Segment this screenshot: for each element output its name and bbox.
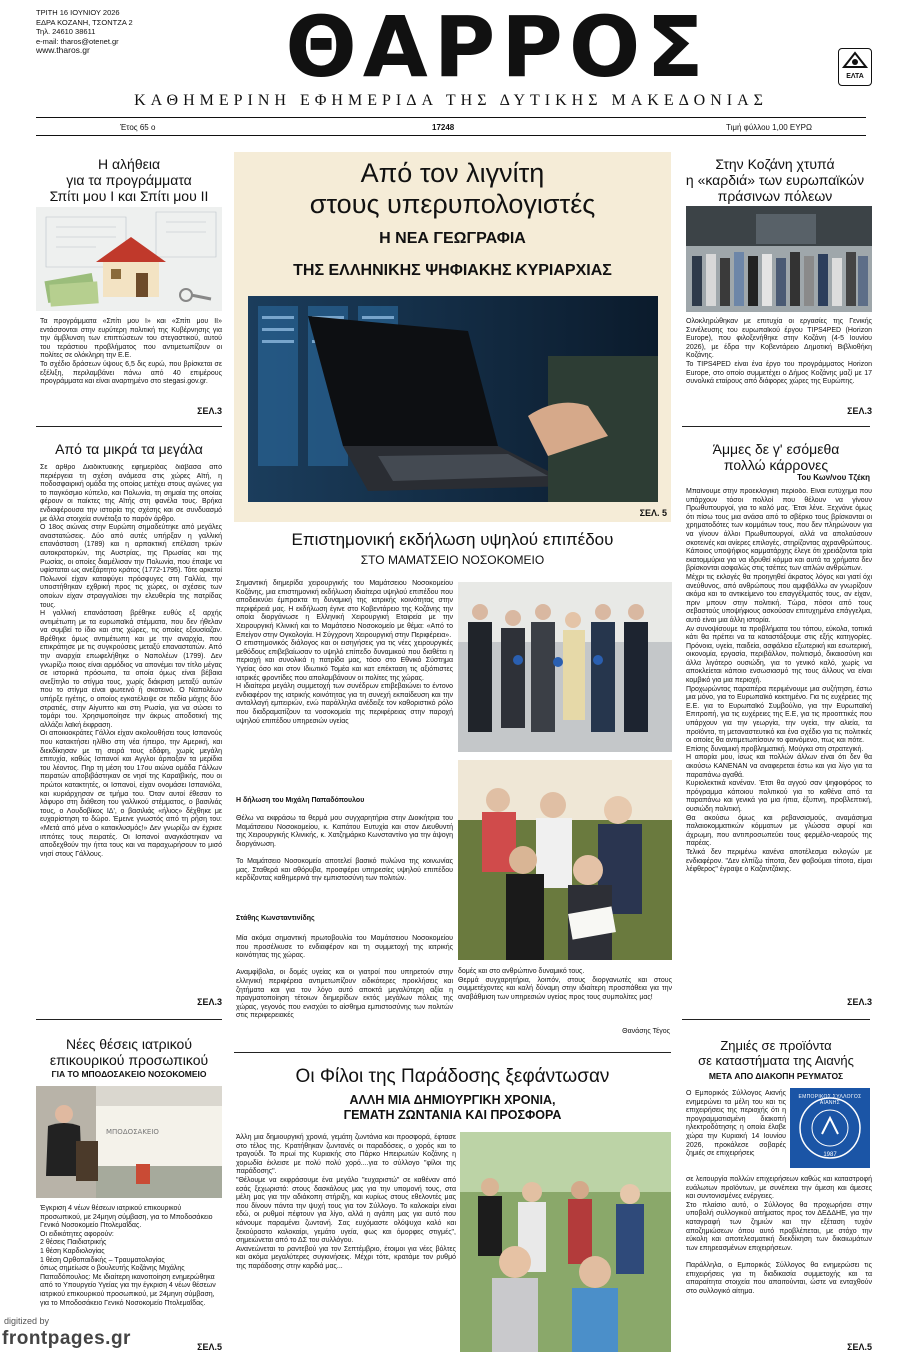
left3-body: Έγκριση 4 νέων θέσεων ιατρικού επικουρικού προσωπικού, με 24μηνη σύμβαση, για το Μποδοσάκειο Γενικό Νοσοκομείο Πτολεμαΐδας. Οι ειδικότητες αφορούν: 2 θέσεις Παιδιατρικής 1 θέση Καρδιολογίας 1 θέση Ορθοπαιδικής – Τραυματολογίας όπως σημείωσε ο βουλευτής Κοζάνης Μιχάλης Παπαδόπουλος: Με ιδιαίτερη ικανοποίηση ενημερώθηκα από το Υπουργείο Υγείας για την έγκριση 4 νέων θέσεων ιατρικού επικουρικού προσωπικού, με 24μηνη σύμβαση, για το Μποδοσάκειο Γενικό Νοσοκομείο Πτολεμαΐδας.	[40, 1205, 216, 1307]
year-label: Έτος 65 ο	[120, 123, 156, 132]
lead-title-line: Από τον λιγνίτη	[360, 158, 545, 188]
right1-separator	[682, 426, 870, 427]
center3-subtitle-line: ΑΛΛΗ ΜΙΑ ΔΗΜΙΟΥΡΓΙΚΗ ΧΡΟΝΙΑ,	[349, 1093, 556, 1107]
header-rule	[36, 117, 866, 118]
lead-subtitle-1: Η ΝΕΑ ΓΕΩΓΡΑΦΙΑ	[379, 230, 526, 247]
folk-dancers-photo	[460, 1132, 671, 1352]
email[interactable]: e-mail: tharos@otenet.gr	[36, 36, 119, 46]
left2-separator	[36, 1019, 222, 1020]
center3-subtitle	[234, 1093, 671, 1123]
merchants-association-logo	[790, 1088, 870, 1168]
center3-subtitle-line: ΓΕΜΑΤΗ ΖΩΝΤΑΝΙΑ ΚΑΙ ΠΡΟΣΦΟΡΑ	[343, 1108, 562, 1122]
right2-body: Μπαίνουμε στην προεκλογική περίοδο. Είναι ευτύχημα που υπάρχουν τόσοι πολλοί που θέλουν να γίνουν Πρωθυπουργοί, για το καλό μας. Έτσι λένε. Ξεχνάνε όμως ότι πίσω τους μια ανάσα από το σβέρκο τους βρίσκονται οι χρηματοδότες των κομμάτων τους, που δεν πληρώνουν για να γίνουν άλλοι Πρωθυπουργοί, αλλά να απολαύσουν σκοτεινές και ανίερες επιλογές, στηρίζοντας αχρανθρώπους. Κάποιος υποψήφιος καμματάρχης έλεγε ότι χρειάζονται τρία εκατομμύρια για να ιδρυθεί κόμμα και αυτά τα χρήματα δεν βρίσκονται ασφαλώς στις τσέπες των απλών ανθρώπων. Μέχρι τις εκλογές θα προηγηθεί άκρατος λόγος και γιατί όχι ανεύθυνος, από ανθρώπους που αμφιβάλλω αν γνωρίζουν ακόμα και το αντικείμενο του επαγγέλματός τους, αν είχαν, πριν μπουν στην πολιτική. Τώρα, πόσοι από τους σεβαστούς υποψήφιους ασκούσαν επιτυχημένα επάγγελμα, αυτό είναι μια άλλη ιστορία. Αν συνοψίσουμε τα προβλήματα του τόπου, εύκολα, τοπικά κάτι θα πρέπει να τα καταστάξουμε στις εξής κατηγορίες. Πρόνοια, υγεία, παιδεία, ασφάλεια εξωτερική και εσωτερική, οικονομία, εργασία, περιβάλλον, πολιτισμό, δικαιοσύνη και άλλα λιγότερο ουσιώδη, για το γενικό καλό, χωρίς να αποκλείεται κάποιο ενσωσιασμό της τους άλλους να είναι κομβικό για μια περιοχή. Προχωρώντας παραπέρα περιμένουμε μια συζήτηση, έστω μια μόνο, για το Ευρωπαϊκό κεκτημένο. Για τις ευχέρειες της Ε.Ε. για το Ευρωπαϊκό Συμβούλιο, για την Ευρωπαϊκή Επιτροπή, για τις ευχέρειες της Ε.Ε, για τις προοπτικές που υπάρχουν για την γεωργία, την υγεία, την αλιεία, τα προϊόντα, τη μεταναστευτικό και ένα σχέδιο για τις πολιτικές οι οποίες θα αντιμετωπίσουν το φαινόμενο, πως και πότε. Επίσης δυναμική προβληματική. Μούγκα στη στρατεγική. Η απορία μου, ίσως και πολλών άλλων είναι ότι δεν θα ακούσω ΚΑΝΕΝΑΝ να αναφερεται έστω και για λίγο για τα παραπάνω αγαθά. Κυριολεκτικά κανέναν. Έτσι θα αγγού σαν ψηφοφόρος το πρόγραμμα κάποιου πολιτικού για το καθένα από τα παραπάνω και γενικά για μια ήπια, έξυπνη, προβλεπτική, ουσιώδη πολιτική. Θα ακούσω όμως και ρεβανσισμούς, αναμάσημα παλαιοκομματικών κόμματων με γλώσσα σφυρί και άχρωμη, που αντιπροσωπεύει τους φερμέλο-νεαρούς της παρέας. Τελικά δεν περιμένω κανένα αποτέλεσμα εκλογών με ενδιαφέρον. "Δεν ελπίζω τίποτα, δεν φοβούμαι τίποτα, είμαι λέφθερος" έγραψε ο Καζαντζάκης.	[686, 488, 872, 874]
lead-page-ref[interactable]: ΣΕΛ. 5	[639, 508, 667, 518]
left3-title[interactable]	[36, 1036, 222, 1068]
right3-title-line: σε καταστήματα της Αιανής	[698, 1053, 854, 1068]
right2-author: Του Κων/νου Τζέκη	[797, 473, 870, 482]
right2-title-line: Άμμες δε γ' εσόμεθα	[712, 441, 840, 457]
left1-title[interactable]	[36, 156, 222, 204]
center2-author: Θανάσης Τέγος	[622, 1028, 670, 1035]
issue-number: 17248	[432, 123, 455, 132]
laptop-photo	[248, 296, 658, 502]
center2-separator	[234, 1052, 671, 1053]
hospital-speaker-photo	[36, 1086, 222, 1198]
newspaper-logo: ΘΑΡΡΟΣ	[285, 0, 710, 96]
right2-title[interactable]	[682, 441, 870, 473]
left1-body: Τα προγράμματα «Σπίτι μου Ι» και «Σπίτι μου ΙΙ» εντάσσονται στην ευρύτερη πολιτική της Κυβέρνησης για την άμβλυνση των επιπτώσεων του στεγαστικού, αυτού του τεράστιου προβλήματος που αντιμετωπίζουν οι πολίτες σε ολόκληρη την Ε.Ε. Το σχέδιο δράσεων ύψους 6,5 δις ευρώ, που βρίσκεται σε εξέλιξη, περιλαμβάνει πάνω από 40 επιμέρους προγράμματα και είναι αναρτημένο στο stegasi.gov.gr.	[40, 318, 222, 386]
lead-title-line: στους υπερυπολογιστές	[309, 189, 596, 219]
doctors-group-photo	[458, 582, 672, 752]
center2-subtitle: ΣΤΟ ΜΑΜΑΤΣΕΙΟ ΝΟΣΟΚΟΜΕΙΟ	[360, 553, 545, 567]
right2-separator	[682, 1019, 870, 1020]
right3-body-2: σε λειτουργία πολλών επιχειρήσεων καθώς και καταστροφή ευάλωτων προϊόντων, με συνέπεια την άμεση και άμεσες και συντονισμένες ενέργειες. Στο πλαίσιο αυτό, ο Σύλλογος θα προχωρήσει στην υποβολή συλλογικού αιτήματος προς τον ΔΕΔΔΗΕ, για την καταγραφή των ζημιών και την εξέταση τυχόν αποζημιώσεων όπου αυτό προβλέπεται, με στόχο την εύκολη και αποτελεσματική διεκδίκηση των δικαιωμάτων των επηρεασμένων επιχειρήσεων. Παράλληλα, ο Εμπορικός Σύλλογος θα ενημερώσει τις επιχειρήσεις για τη διαδικασία συμμετοχής και τα απαραίτητα στοιχεία που απαιτούνται, ώστε να ενταχθούν στο συλλογικό αίτημα.	[686, 1176, 872, 1295]
left2-page-ref[interactable]: ΣΕΛ.3	[197, 997, 222, 1007]
left1-title-line: για τα προγράμματα	[66, 172, 192, 188]
center2-heading-2: Η δήλωση του Μιχάλη Παπαδόπουλου	[236, 797, 365, 804]
left3-page-ref[interactable]: ΣΕΛ.5	[197, 1342, 222, 1352]
lead-subtitle-2: ΤΗΣ ΕΛΛΗΝΙΚΗΣ ΨΗΦΙΑΚΗΣ ΚΥΡΙΑΡΧΙΑΣ	[293, 262, 612, 279]
center3-title[interactable]: Οι Φίλοι της Παράδοσης ξεφάντωσαν	[295, 1066, 610, 1087]
seal-text: ΕΜΠΟΡΙΚΟΣ ΣΥΛΛΟΓΟΣ ΑΙΑΝΗΣ	[798, 1094, 862, 1106]
right2-page-ref[interactable]: ΣΕΛ.3	[847, 997, 872, 1007]
conference-audience-photo	[458, 760, 672, 960]
house-model-photo	[36, 207, 222, 311]
left2-body: Σε άρθρο Διαδικτυακής εφημερίδας διάβασα από περιέργεια τη σχέση ανάμεσα στις χώρες Αϊτή, η ποδοσφαιρική ομάδα της οποίας μετέχει στους αγώνες για το παγκόσμιο κύπελο, και Πολωνία, τη σημαία της οποίας φέρουν οι παίκτες της Αϊτής στη φανέλα τους. Βρήκα ενδιαφέρουσα την ιστορία της σχέσης και σε συνδυασμό με άλλα στοιχεία συνέταξα το παρόν άρθρο. Ο 18ος αιώνας στην Ευρώπη σημαδεύτηκε από μεγάλες αναστατώσεις. Δύο από αυτές υπήρξαν η γαλλική επανάσταση (1789) και η αρπακτική επέλαση τριών αυτοκρατοριών, της Αυστρίας, της Πρωσίας και της Ρωσίας, οι οποίες διαμέλισαν την Πολωνία, που έπαψε να υφίσταται ως ανεξάρτητο κράτος (1772-1795). Τότε αρκετοί Πολωνοί είχαν καταφύγει πρόσφυγες στη Γαλλία, την υποστήθηκαν εχθρική προς τις χώρες, οι σχέσεις των οποίων είχαν στραγγαλίσει την ελευθερία της πατρίδας τους. Η γαλλική επανάσταση βρέθηκε ευθύς εξ αρχής αντιμέτωπη με τα ευρωπαϊκά στέμματα, που δεν ήθελαν να συμβεί το ίδιο και στις χώρες, τις οποίες εξουσίαζαν. Βρέθηκε όμως αντιμέτωπη και με την αναρχία, που επικράτησε με τις συγκρούσεις μεταξύ επαναστατών. Από την αναρχία επωφελήθηκε ο Ναπολέων (1799). Δεν γνωρίζω ποιος είναι αρμόδιος να απονέμει τον τίτλο μέγας σε ιστορικά πρόσωπα, τα οποία όμως είναι βέβαια ανεξίτηλο το στίγμα τους, χωρίς διάκριση μεταξύ αυτών που το στίγμα είναι φωτεινό ή σκοτεινό. Ο Ναπολέων υπήρξε ηγέτης, ο οποίος εγκατέλειψε σε πεδία μάχης δύο στρατιές, στην Αίγυπτο και στη Ρωσία, για να σώσει το τομάρι του. Χρησιμοποίησε την άκρως αποδοτική της αλλάζει λαϊκή έκφραση. Οι αποικιοκράτες Γάλλοι είχαν ακολουθήσει τους Ισπανούς που κατακτήσει ηλίθιο στη νέα ήπειρο, την Αμερική, και διεκδίκησαν με τη σειρά τους εδάφη, χωρίς μεγάλη επιτυχία, καθώς Ισπανοί και Αγγλοι άρπαξαν τα μερίδια του λέοντος. Πηρ τη μέση του 17ου αιώνα ομάδα Γάλλων πειρατών αποβιβάστηκαν σε νησί της Καραϊβικής, που οι πρώτοι κατακτητές, οι Ισπανοί, είχαν ονομάσει Ισπανιόλα, και κυριάρχησαν σε τμήμα του. Όταν αυτοί έθεσαν το λάφυρο στη διάθεση του γαλλικού στέμματος, ο βασιλιάς τους, ο Λουδοβίκος ΙΔ', ο βασιλιάς «ήλιος» δέχθηκε με ευχαρίστηση το δώρο. Έμεινε γνωστός από τη ρήση του: «Μετά από μένα ο κατακλυσμός!» Δεν γνωρίζω αν έχρισε ιππότες τους πειρατές. Οι Ισπανοί αναγκάστηκαν να αποδεχθούν την ήττα τους και να παραχωρήσουν το μισό νησί στους Γάλλους.	[40, 464, 222, 858]
website[interactable]: www.tharos.gr	[36, 45, 90, 55]
left1-separator	[36, 426, 222, 427]
elta-stamp-icon	[838, 48, 872, 86]
phone: Τηλ. 24610 38611	[36, 27, 96, 36]
left3-title-line: Νέες θέσεις ιατρικού	[66, 1036, 192, 1052]
right1-title[interactable]	[682, 156, 868, 204]
left3-subtitle: ΓΙΑ ΤΟ ΜΠΟΔΟΣΑΚΕΙΟ ΝΟΣΟΚΟΜΕΙΟ	[51, 1069, 207, 1079]
center2-body-4: δομές και στο ανθρώπινο δυναμικό τους. Θερμά συγχαρητήρια, λοιπόν, στους διοργανωτές και στους συμμετέχοντες και καλή δύναμη στην ιδιαίτερη προσπάθεια για την αναβάθμιση των υπηρεσιών υγείας προς τους συμπολίτες μας!	[458, 968, 672, 1001]
frontpages-watermark[interactable]: frontpages.gr	[2, 1328, 131, 1349]
center3-body: Άλλη μια δημιουργική χρονιά, γεμάτη ζωντάνια και προσφορά, έφτασε στο τέλος της. Κρατήθηκαν ζωντανές οι παραδόσεις, ο χορός και το τραγούδι. Το πρωί της Κυριακής στο Πάρκο Ηπειρωτών Κοζάνης η χορωδία έκλεισε με πολύ πολύ χορό....για το σύλλογο "φίλοι της παράδοσης". "Θέλουμε να εκφράσουμε ένα μεγάλο "ευχαριστώ" σε καθέναν από εσάς ξεχωριστά: στους δασκάλους μας για την υπομονή τους, στα μέλη μας για την αδιάκοπη στήριξη, και κυρίως στους εθελοντές μας που δίνουν πάντα την ψυχή τους για τον Σύλλογο. Το καλοκαίρι είναι εδώ, οι ρυθμοί πέφτουν για λίγο, αλλά η αγάπη μας για αυτό που κάνουμε παραμένει ζωντανή. Σας ευχόμαστε ολόψυχα καλό και ξεκούραστο καλοκαίρι, γεμάτο υγεία, φως και όμορφες στιγμές", σημειώνεται από το ΔΣ του συλλόγου. Ανανεώνεται το ραντεβού για τον Σεπτέμβριο, έτοιμοι για νέες βόλτες και ακόμα μεγαλύτερες συγκινήσεις. Μέχρι τότε, κρατάμε τον ρυθμό της παράδοσης στην καρδιά μας...	[236, 1134, 456, 1270]
issue-date: ΤΡΙΤΗ 16 ΙΟΥΝΙΟΥ 2026	[36, 8, 120, 17]
svg-text:ΜΠΟΔΟΣΑΚΕΙΟ: ΜΠΟΔΟΣΑΚΕΙΟ	[106, 1128, 159, 1136]
right1-page-ref[interactable]: ΣΕΛ.3	[847, 406, 872, 416]
header-rule-bottom	[36, 135, 866, 136]
right1-title-line: πράσινων πόλεων	[717, 188, 833, 204]
left1-title-line: Η αλήθεια	[97, 156, 161, 172]
right3-body-1: Ο Εμπορικός Σύλλογος Αιανής ενημερώνει τα μέλη του και τις επιχειρήσεις της περιοχής ότι η προγραμματισμένη διακοπή ηλεκτροδότησης η οποία έλαβε χώρα την Κυριακή 14 Ιουνίου 2026, προκάλεσε σοβαρές ζημιές σε επιχειρήσεις	[686, 1090, 786, 1158]
right1-title-line: Στην Κοζάνη χτυπά	[715, 156, 835, 172]
price-label: Τιμή φύλλου 1,00 ΕΥΡΩ	[726, 123, 812, 132]
right3-page-ref[interactable]: ΣΕΛ.5	[847, 1342, 872, 1352]
center2-heading-3: Στάθης Κωνσταντινίδης	[236, 915, 315, 922]
masthead-info	[36, 8, 133, 56]
right3-subtitle: ΜΕΤΑ ΑΠΟ ΔΙΑΚΟΠΗ ΡΕΥΜΑΤΟΣ	[708, 1071, 844, 1081]
center2-title[interactable]: Επιστημονική εκδήλωση υψηλού επιπέδου	[291, 530, 614, 549]
elta-label: ΕΛΤΑ	[846, 73, 864, 80]
right2-title-line: πολλώ κάρρονες	[723, 457, 829, 473]
seal-year: 1987	[823, 1152, 837, 1158]
european-cities-group-photo	[686, 206, 872, 312]
left2-title[interactable]: Από τα μικρά τα μεγάλα	[55, 441, 203, 457]
center2-body-2: Θέλω να εκφράσω τα θερμά μου συγχαρητήρια στην Διοικήτρια του Μαμάτσειου Νοσοκομείου, κ. Καπάτου Ευτυχία και στον Διευθυντή της Χειρουργικής Κλινικής, κ. Χατζημάρκο Κωνσταντίνο για την άψογη διοργάνωση. Το Μαμάτσειο Νοσοκομείο αποτελεί βασικό πυλώνα της κοινωνίας μας. Σταθερά και αθόρυβα, προσφέρει υπηρεσίες υψηλού επιπέδου κερδίζοντας καθημερινά την εμπιστοσύνη των πολιτών.	[236, 815, 453, 883]
newspaper-subtitle: ΚΑΘΗΜΕΡΙΝΗ ΕΦΗΜΕΡΙΔΑ ΤΗΣ ΔΥΤΙΚΗΣ ΜΑΚΕΔΟΝΙΑΣ	[134, 92, 768, 109]
left3-title-line: επικουρικού προσωπικού	[49, 1052, 209, 1068]
right1-body: Ολοκληρώθηκαν με επιτυχία οι εργασίες της Γενικής Συνέλευσης του ευρωπαϊκού έργου TIPS4PED (Horizon Europe), που φιλοξενήθηκε στην Κοζάνη (4-5 Ιουνίου 2026), με έδρα την Κοβεντάρειο Δημοτική Βιβλιοθήκη Κοζάνης. Το TIPS4PED είναι ένα έργο του προγράμματος Horizon Europe, στο οποίο συμμετέχει ο Δήμος Κοζάνης μαζί με 17 συνολικά εταίρους από διάφορες χώρες της Ευρώπης.	[686, 318, 872, 386]
lead-story-box[interactable]	[234, 152, 671, 522]
lead-title	[234, 158, 671, 220]
right3-title-line: Ζημιές σε προϊόντα	[720, 1038, 832, 1053]
left1-page-ref[interactable]: ΣΕΛ.3	[197, 406, 222, 416]
center2-body-3: Μία ακόμα σημαντική πρωτοβουλία του Μαμάτσειου Νοσοκομείου που προσέλκυσε το ενδιαφέρον και τη συμμετοχή της ιατρικής κοινότητας της χώρας. Αναμφίβολα, οι δομές υγείας και οι γιατροί που υπηρετούν στην ελληνική περιφέρεια αντιμετωπίζουν ειδικότερες προκλήσεις και ζητήματα και για τον λόγο αυτό αποκτά μεγαλύτερη αξία η πραγματοποίηση τέτοιων διημερίδων εκτός μεγάλων πόλεις της χώρας, γεγονός που ενισχύει το αίσθημα εμπιστοσύνης των πολιτών στις περιφερειακές	[236, 935, 453, 1020]
left1-title-line: Σπίτι μου Ι και Σπίτι μου ΙΙ	[49, 188, 209, 204]
right3-title[interactable]	[682, 1038, 870, 1068]
center2-body-1: Σημαντική διημερίδα χειρουργικής του Μαμάτσειου Νοσοκομείου Κοζάνης, μια επιστημονική εκδήλωση ιδιαίτερα υψηλού επιπέδου που αποδεικνύει έμπρακτα τη δυναμική της ιατρικής κοινότητας στην περιφέρειά μας. Η εκδήλωση έγινε στο Κοβεντάρειο της Κοζάνης την οποία διοργάνωσε η Ελληνική Χειρουργική Εταιρεία με την Χειρουργική Κλινική και το Μαμάτσειο Νοσοκομείο με θέμα: «Από το Επείγον στην Ογκολογία. Η Σύγχρονη Χειρουργική στην Περιφέρεια». Ο επιστημονικός διάλογος και οι εισηγήσεις για τις νέες χειρουργικές μεθόδους επιβεβαίωσαν το υψηλό επίπεδο δυναμικού που διαθέτει η περιοχή και συνολικά η πατρίδα μας, τόσο στο Εθνικό Σύστημα Υγείας όσο και στον Ιδιωτικό Τομέα και κατ επέκταση τις αξιόπιστες ιατρικές φροντίδες που απολαμβάνουν οι πολίτες της χώρας. Η ιδιαίτερα μεγάλη συμμετοχή των συνέδρων επιβεβαιώνει το έντονο ενδιαφέρον της ιατρικής κοινότητας για τη συνεχή εκπαίδευση και την ανταλλαγή εμπειριών, ενώ παράλληλα ανέδειξε τον καθοριστικό ρόλο που διαδραματίζουν τα νοσοκομεία της περιφέρειας στην παροχή υψηλού επιπέδου υπηρεσιών υγείας	[236, 580, 453, 725]
digitized-by-label: digitized by	[4, 1316, 50, 1326]
right1-title-line: η «καρδιά» των ευρωπαϊκών	[685, 172, 865, 188]
address: ΕΔΡΑ ΚΟΖΑΝΗ, ΤΣΟΝΤΖΑ 2	[36, 17, 133, 27]
